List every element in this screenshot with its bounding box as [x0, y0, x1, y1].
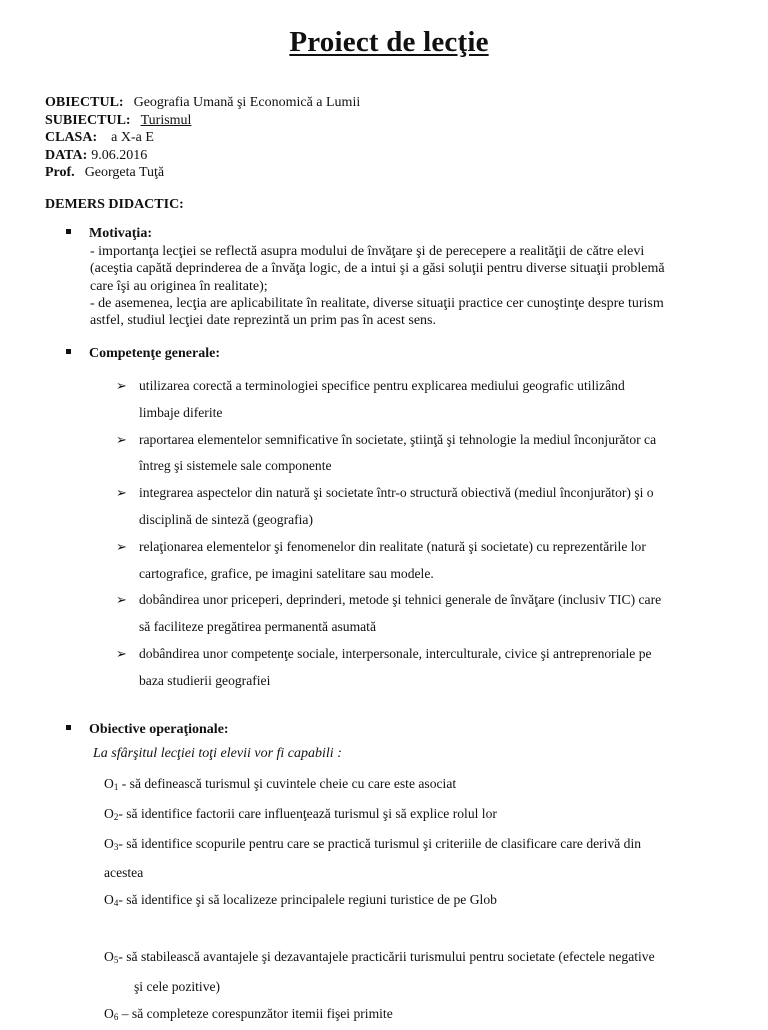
objective-item	[104, 771, 724, 801]
meta-value: 9.06.2016	[91, 147, 148, 163]
meta-row-obiectul	[45, 94, 360, 112]
meta-key: OBIECTUL:	[45, 95, 124, 110]
arrow-bullet-icon: ➢	[116, 485, 127, 501]
list-item-text-cont: baza studierii geografiei	[139, 672, 271, 688]
meta-value: a X-a E	[111, 130, 154, 145]
list-item-text: utilizarea corectă a terminologiei specifice pentru explicarea mediului geografic utilizând	[139, 378, 625, 393]
list-item	[116, 641, 736, 695]
arrow-bullet-icon: ➢	[116, 431, 127, 447]
list-item	[116, 373, 736, 427]
obiective-list	[104, 771, 724, 1030]
arrow-bullet-icon: ➢	[116, 645, 127, 661]
objective-text: - să identifice scopurile pentru care se practică turismul şi criteriile de clasificare care derivă din	[118, 835, 642, 851]
objective-label: O	[104, 835, 114, 851]
objective-index: 3	[113, 841, 119, 852]
meta-key: SUBIECTUL:	[45, 112, 131, 128]
paragraph-line: (aceştia capătă deprinderea de a învăţa logic, de a intui şi a găsi soluţii pentru diverse situaţii problemă	[90, 261, 665, 277]
paragraph-line: - importanţa lecţiei se reflectă asupra modului de învăţare şi de perecepere a realităţii de către elevi	[90, 244, 645, 259]
list-item-text: relaţionarea elementelor şi fenomenelor din realitate (natură şi societate) cu reprezentările lor	[139, 538, 646, 554]
meta-row-clasa	[45, 129, 360, 147]
objective-item	[104, 831, 724, 888]
arrow-bullet-icon: ➢	[116, 592, 127, 608]
section-head-motivatie	[66, 226, 152, 242]
meta-value: Georgeta Tuţă	[84, 165, 165, 180]
objective-label: O	[104, 776, 114, 791]
list-item-text-cont: cartografice, grafice, pe imagini satelitare sau modele.	[139, 565, 434, 581]
square-bullet-icon	[66, 725, 71, 730]
meta-key: CLASA:	[45, 130, 98, 145]
objective-label: O	[104, 892, 114, 908]
objective-text: - să definească turismul şi cuvintele cheie cu care este asociat	[118, 776, 457, 791]
list-item-text: raportarea elementelor semnificative în societate, ştiinţă şi tehnologie la mediul înconjurător ca	[139, 431, 657, 447]
meta-key: DATA:	[45, 147, 88, 163]
list-item-text: dobândirea unor competenţe sociale, interpersonale, interculturale, civice şi antreprenoriale pe	[139, 645, 652, 661]
objective-item	[104, 887, 724, 917]
list-item-text-cont: limbaje diferite	[139, 404, 223, 420]
list-item	[116, 480, 736, 534]
motivatie-paragraph	[90, 243, 723, 329]
arrow-bullet-icon: ➢	[116, 378, 127, 393]
objective-label: O	[104, 948, 114, 964]
list-item-text: dobândirea unor priceperi, deprinderi, metode şi tehnici generale de învăţare (inclusiv TIC) care	[139, 592, 662, 608]
objective-text: – să completeze corespunzător itemii fişei primite	[118, 1005, 393, 1021]
obiective-intro: La sfârşitul lecţiei toţi elevii vor fi capabili :	[93, 746, 342, 761]
objective-item	[104, 944, 724, 1001]
square-bullet-icon	[66, 229, 71, 234]
objective-item	[104, 801, 724, 831]
objective-label: O	[104, 805, 114, 821]
objective-index: 1	[113, 782, 119, 792]
objective-text: - să identifice factorii care influenţează turismul şi să explice rolul lor	[118, 805, 497, 821]
arrow-bullet-icon: ➢	[116, 538, 127, 554]
lesson-meta	[45, 94, 360, 182]
objective-label: O	[104, 1005, 114, 1021]
list-item	[116, 534, 736, 588]
section-head-competente	[66, 346, 220, 362]
list-item-text-cont: disciplină de sinteză (geografia)	[139, 511, 313, 527]
objective-item	[104, 1001, 724, 1030]
section-heading: Competenţe generale:	[89, 346, 221, 361]
objective-index: 5	[113, 954, 119, 965]
list-item	[116, 427, 736, 481]
section-heading: Obiective operaţionale:	[89, 722, 229, 737]
section-title-demers: DEMERS DIDACTIC:	[45, 197, 184, 212]
square-bullet-icon	[66, 349, 71, 354]
meta-row-subiectul	[45, 112, 360, 130]
competente-list	[116, 373, 736, 695]
objective-index: 4	[113, 898, 119, 909]
objective-text: - să stabilească avantajele şi dezavantajele practicării turismului pentru societate (efectele negative	[118, 948, 655, 964]
list-item-text-cont: să faciliteze pregătirea permanentă asumată	[139, 619, 376, 635]
list-item	[116, 587, 736, 641]
meta-key: Prof.	[45, 165, 75, 180]
meta-row-data	[45, 147, 360, 165]
objective-index: 2	[113, 811, 119, 822]
document-title: Proiect de lecţie	[289, 26, 489, 58]
meta-value: Geografia Umană şi Economică a Lumii	[133, 95, 361, 110]
paragraph-line: care îşi au originea în realitate);	[90, 278, 268, 294]
meta-value: Turismul	[140, 112, 192, 128]
paragraph-line: - de asemenea, lecţia are aplicabilitate în realitate, diverse situaţii practice cer cunoştinţe despre turism	[90, 295, 664, 311]
objective-text: - să identifice şi să localizeze principalele regiuni turistice de pe Glob	[118, 892, 497, 908]
section-head-obiective	[66, 722, 229, 738]
objective-text-cont: acestea	[104, 865, 144, 881]
list-item-text: integrarea aspectelor din natură şi societate într-o structură obiectivă (mediul înconjurător) şi o	[139, 485, 654, 501]
meta-row-prof	[45, 164, 360, 182]
section-heading: Motivaţia:	[89, 226, 152, 241]
objective-text-cont: şi cele pozitive)	[134, 978, 221, 994]
paragraph-line: astfel, studiul lecţiei date reprezintă un prim pas în acest sens.	[90, 313, 436, 329]
list-item-text-cont: întreg şi sistemele sale componente	[139, 458, 332, 474]
objective-index: 6	[113, 1011, 119, 1022]
